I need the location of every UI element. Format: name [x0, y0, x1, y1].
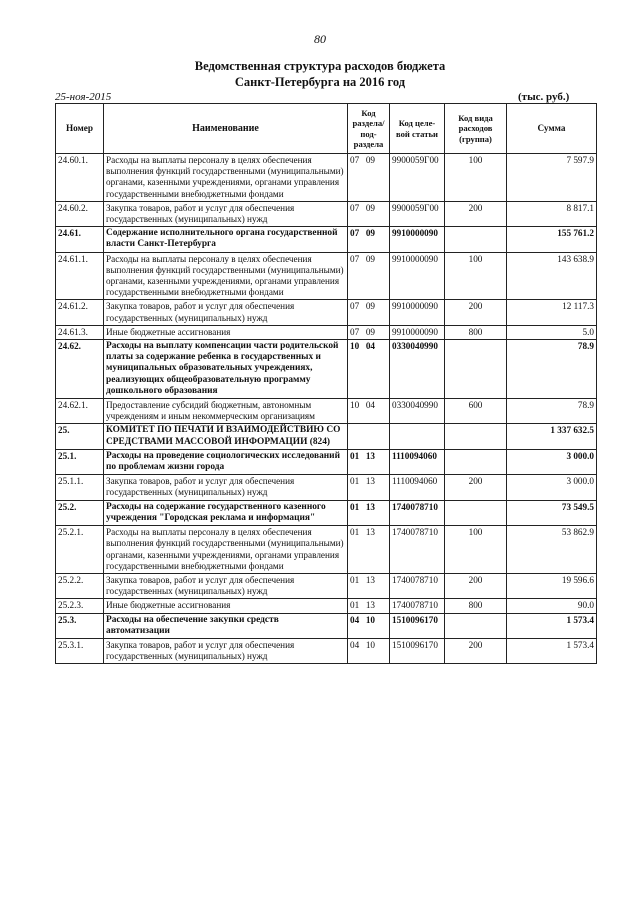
row-expense-type: 800	[445, 599, 507, 613]
title-line-2: Санкт-Петербурга на 2016 год	[234, 75, 406, 89]
table-row	[56, 154, 597, 202]
row-section-code	[348, 526, 390, 574]
row-razdel: 07	[350, 253, 360, 264]
row-target-code: 9910000090	[390, 227, 445, 252]
row-name: Иные бюджетные ассигнования	[104, 599, 348, 613]
row-sum: 78.9	[507, 340, 597, 399]
title-line-1: Ведомственная структура расходов бюджета	[194, 59, 446, 73]
row-sum: 3 000.0	[507, 475, 597, 500]
row-target-code: 1740078710	[390, 500, 445, 525]
table-header-row	[56, 104, 597, 154]
row-expense-type	[445, 227, 507, 252]
row-name: Закупка товаров, работ и услуг для обеспечения государственных (муниципальных) нужд	[104, 201, 348, 226]
row-section-code	[348, 300, 390, 325]
row-expense-type: 200	[445, 638, 507, 663]
row-section-code	[348, 475, 390, 500]
row-target-code: 9910000090	[390, 325, 445, 339]
row-sum: 1 573.4	[507, 638, 597, 663]
row-sum: 90.0	[507, 599, 597, 613]
row-section-code	[348, 599, 390, 613]
row-podrazdel: 10	[365, 639, 375, 650]
row-section-code	[348, 340, 390, 399]
row-target-code: 1510096170	[390, 638, 445, 663]
row-number: 25.3.	[56, 613, 104, 638]
row-expense-type	[445, 500, 507, 525]
row-section-code	[348, 613, 390, 638]
row-razdel: 10	[350, 400, 360, 411]
row-section-code	[348, 252, 390, 300]
row-name: Расходы на обеспечение закупки средств автоматизации	[104, 613, 348, 638]
row-name: Расходы на содержание государственного казенного учреждения "Городская реклама и информация"	[104, 500, 348, 525]
row-razdel: 04	[350, 614, 360, 625]
row-target-code: 1740078710	[390, 573, 445, 598]
header-section-code: Код раздела/ под- раздела	[348, 104, 390, 154]
row-sum: 7 597.9	[507, 154, 597, 202]
row-target-code: 1110094060	[390, 449, 445, 474]
table-row	[56, 599, 597, 613]
row-name: Расходы на выплаты персоналу в целях обеспечения выполнения функций государственными (муниципальными) органами, казенными учреждениями, органами управления государственными внебюджетными фондами	[104, 154, 348, 202]
table-row	[56, 424, 597, 449]
table-row	[56, 340, 597, 399]
budget-table	[55, 103, 597, 664]
row-expense-type: 600	[445, 399, 507, 424]
row-sum: 19 596.6	[507, 573, 597, 598]
row-podrazdel: 13	[365, 574, 375, 585]
row-name: Расходы на выплаты персоналу в целях обеспечения выполнения функций государственными (муниципальными) органами, казенными учреждениями, органами управления государственными внебюджетными фондами	[104, 526, 348, 574]
row-target-code: 0330040990	[390, 340, 445, 399]
document-title	[0, 58, 640, 90]
row-name: Закупка товаров, работ и услуг для обеспечения государственных (муниципальных) нужд	[104, 475, 348, 500]
row-section-code	[348, 201, 390, 226]
row-target-code: 9910000090	[390, 300, 445, 325]
row-razdel: 07	[350, 301, 360, 312]
row-number: 24.62.	[56, 340, 104, 399]
row-expense-type: 800	[445, 325, 507, 339]
row-number: 24.61.	[56, 227, 104, 252]
row-sum: 155 761.2	[507, 227, 597, 252]
row-name: Закупка товаров, работ и услуг для обеспечения государственных (муниципальных) нужд	[104, 573, 348, 598]
row-podrazdel: 09	[365, 253, 375, 264]
table-body	[56, 154, 597, 664]
row-number: 25.	[56, 424, 104, 449]
row-number: 24.60.2.	[56, 201, 104, 226]
table-row	[56, 573, 597, 598]
row-podrazdel: 13	[365, 476, 375, 487]
row-section-code	[348, 449, 390, 474]
row-number: 24.61.1.	[56, 252, 104, 300]
table-row	[56, 227, 597, 252]
row-razdel: 07	[350, 202, 360, 213]
row-section-code	[348, 424, 390, 449]
row-podrazdel: 09	[365, 326, 375, 337]
row-number: 25.2.2.	[56, 573, 104, 598]
row-razdel: 07	[350, 155, 360, 165]
header-name: Наименование	[104, 104, 348, 154]
row-podrazdel: 09	[365, 228, 375, 239]
row-razdel: 10	[350, 341, 360, 352]
row-razdel: 01	[350, 476, 360, 487]
row-expense-type	[445, 340, 507, 399]
table-row	[56, 526, 597, 574]
row-section-code	[348, 500, 390, 525]
row-target-code: 1110094060	[390, 475, 445, 500]
row-name: Содержание исполнительного органа государственной власти Санкт-Петербурга	[104, 227, 348, 252]
table-row	[56, 500, 597, 525]
row-expense-type: 100	[445, 154, 507, 202]
row-expense-type: 100	[445, 252, 507, 300]
row-sum: 12 117.3	[507, 300, 597, 325]
table-row	[56, 201, 597, 226]
row-number: 25.2.1.	[56, 526, 104, 574]
row-sum: 143 638.9	[507, 252, 597, 300]
row-section-code	[348, 227, 390, 252]
row-podrazdel: 04	[365, 341, 375, 352]
row-section-code	[348, 638, 390, 663]
table-row	[56, 638, 597, 663]
row-expense-type	[445, 424, 507, 449]
row-razdel: 01	[350, 501, 360, 512]
row-section-code	[348, 573, 390, 598]
row-name: Расходы на проведение социологических исследований по проблемам жизни города	[104, 449, 348, 474]
row-number: 25.2.	[56, 500, 104, 525]
table-row	[56, 325, 597, 339]
row-sum: 78.9	[507, 399, 597, 424]
row-sum: 8 817.1	[507, 201, 597, 226]
row-podrazdel: 13	[365, 600, 375, 611]
row-target-code: 1740078710	[390, 526, 445, 574]
row-podrazdel: 09	[365, 301, 375, 312]
header-number: Номер	[56, 104, 104, 154]
table-row	[56, 300, 597, 325]
row-sum: 1 573.4	[507, 613, 597, 638]
table-row	[56, 252, 597, 300]
row-target-code: 9910000090	[390, 252, 445, 300]
row-section-code	[348, 325, 390, 339]
row-number: 25.1.1.	[56, 475, 104, 500]
row-name: Закупка товаров, работ и услуг для обеспечения государственных (муниципальных) нужд	[104, 638, 348, 663]
row-razdel: 07	[350, 326, 360, 337]
row-name: КОМИТЕТ ПО ПЕЧАТИ И ВЗАИМОДЕЙСТВИЮ СО СРЕДСТВАМИ МАССОВОЙ ИНФОРМАЦИИ (824)	[104, 424, 348, 449]
header-target-code: Код целе- вой статьи	[390, 104, 445, 154]
row-number: 24.62.1.	[56, 399, 104, 424]
row-target-code: 9900059Г00	[390, 201, 445, 226]
row-expense-type	[445, 613, 507, 638]
row-razdel: 01	[350, 450, 360, 461]
row-number: 25.3.1.	[56, 638, 104, 663]
row-name: Расходы на выплаты персоналу в целях обеспечения выполнения функций государственными (муниципальными) органами, казенными учреждениями, органами управления государственными внебюджетными фондами	[104, 252, 348, 300]
header-expense-type: Код вида расходов (группа)	[445, 104, 507, 154]
row-razdel: 01	[350, 574, 360, 585]
row-expense-type: 200	[445, 573, 507, 598]
row-section-code	[348, 399, 390, 424]
row-razdel: 01	[350, 527, 360, 538]
row-razdel: 01	[350, 600, 360, 611]
table-row	[56, 475, 597, 500]
row-number: 25.1.	[56, 449, 104, 474]
row-number: 24.61.3.	[56, 325, 104, 339]
row-sum: 53 862.9	[507, 526, 597, 574]
row-sum: 1 337 632.5	[507, 424, 597, 449]
row-name: Расходы на выплату компенсации части родительской платы за содержание ребенка в государственных и муниципальных образовательных учреждениях, реализующих общеобразовательную программу дошкольного образования	[104, 340, 348, 399]
row-podrazdel: 04	[365, 400, 375, 411]
row-expense-type: 100	[445, 526, 507, 574]
row-target-code	[390, 424, 445, 449]
row-target-code: 1510096170	[390, 613, 445, 638]
row-expense-type	[445, 449, 507, 474]
row-number: 25.2.3.	[56, 599, 104, 613]
row-target-code: 9900059Г00	[390, 154, 445, 202]
row-name: Иные бюджетные ассигнования	[104, 325, 348, 339]
table-row	[56, 399, 597, 424]
row-expense-type: 200	[445, 300, 507, 325]
row-podrazdel: 09	[365, 155, 375, 165]
row-razdel: 04	[350, 639, 360, 650]
page-number: 80	[314, 32, 326, 46]
row-sum: 3 000.0	[507, 449, 597, 474]
row-name: Закупка товаров, работ и услуг для обеспечения государственных (муниципальных) нужд	[104, 300, 348, 325]
row-expense-type: 200	[445, 475, 507, 500]
row-sum: 5.0	[507, 325, 597, 339]
row-sum: 73 549.5	[507, 500, 597, 525]
row-expense-type: 200	[445, 201, 507, 226]
row-name: Предоставление субсидий бюджетным, автономным учреждениям и иным некоммерческим организациям	[104, 399, 348, 424]
row-podrazdel: 13	[365, 527, 375, 538]
table-row	[56, 449, 597, 474]
row-target-code: 1740078710	[390, 599, 445, 613]
document-date: 25-ноя-2015	[55, 91, 112, 103]
header-sum: Сумма	[507, 104, 597, 154]
row-number: 24.60.1.	[56, 154, 104, 202]
row-podrazdel: 10	[365, 614, 375, 625]
row-number: 24.61.2.	[56, 300, 104, 325]
row-podrazdel: 13	[365, 501, 375, 512]
row-podrazdel: 09	[365, 202, 375, 213]
row-target-code: 0330040990	[390, 399, 445, 424]
row-podrazdel: 13	[365, 450, 375, 461]
row-razdel: 07	[350, 228, 360, 239]
table-row	[56, 613, 597, 638]
row-section-code	[348, 154, 390, 202]
units-label: (тыс. руб.)	[518, 91, 570, 103]
